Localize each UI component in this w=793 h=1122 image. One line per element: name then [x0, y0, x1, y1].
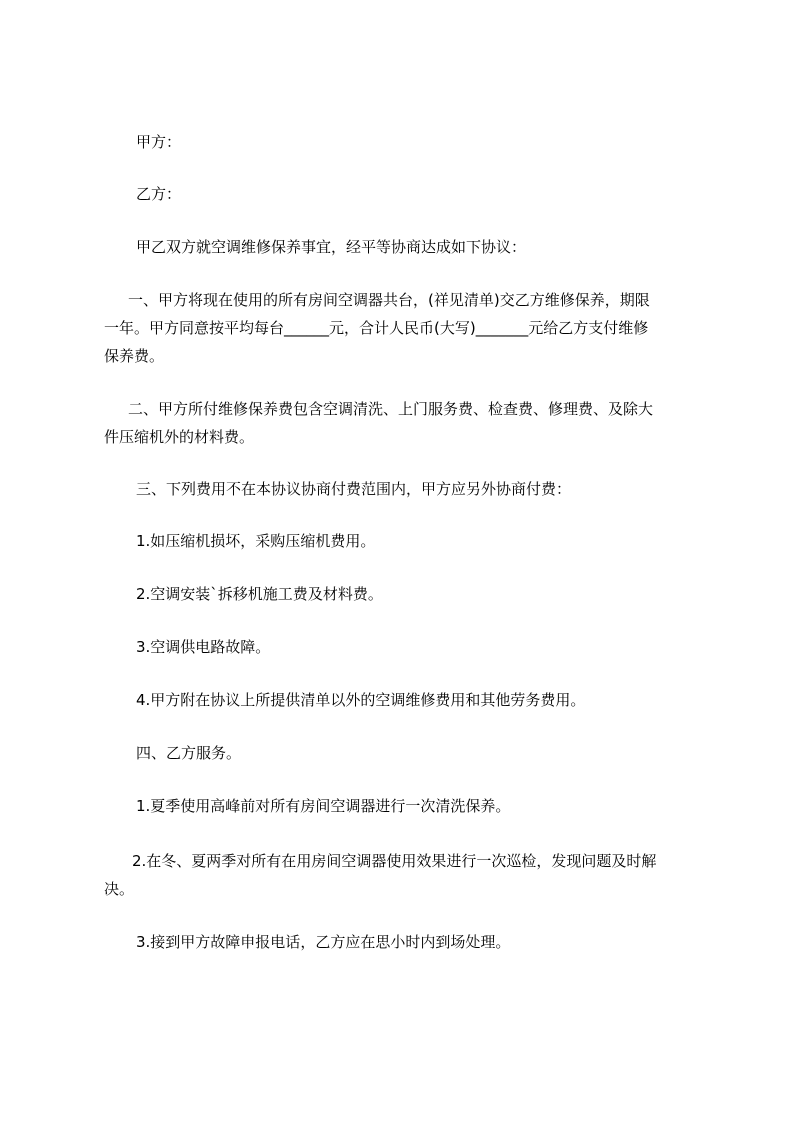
clause-4-item-1: 1.夏季使用高峰前对所有房间空调器进行一次清洗保养。: [136, 797, 511, 815]
clause-3-item: 1.如压缩机损坏，采购压缩机费用。: [136, 532, 376, 550]
clause-1-line-1: 一、甲方将现在使用的所有房间空调器共台，(祥见清单)交乙方维修保养，期限: [128, 291, 650, 309]
party-b-label: 乙方：: [136, 185, 182, 203]
clause-2-line-2: 件压缩机外的材料费。: [104, 428, 255, 446]
clause-4-item-2-line-1: 2.在冬、夏两季对所有在用房间空调器使用效果进行一次巡检，发现问题及时解: [132, 852, 657, 870]
clause-3-heading: 三、下列费用不在本协议协商付费范围内，甲方应另外协商付费：: [136, 480, 572, 498]
intro-paragraph: 甲乙双方就空调维修保养事宜，经平等协商达成如下协议：: [136, 238, 527, 256]
clause-2-line-1: 二、甲方所付维修保养费包含空调清洗、上门服务费、检查费、修理费、及除大: [128, 400, 654, 418]
clause-1-line-2: 一年。甲方同意按平均每台______元，合计人民币(大写)_______元给乙方支付维修: [104, 319, 649, 337]
clause-4-item-2-line-2: 决。: [104, 880, 135, 898]
party-a-label: 甲方：: [136, 133, 182, 151]
clause-1-line-3: 保养费。: [104, 347, 165, 365]
clause-3-item: 4.甲方附在协议上所提供清单以外的空调维修费用和其他劳务费用。: [136, 691, 586, 709]
clause-3-item: 3.空调供电路故障。: [136, 638, 271, 656]
clause-4-item-3: 3.接到甲方故障申报电话，乙方应在思小时内到场处理。: [136, 933, 511, 951]
clause-4-heading: 四、乙方服务。: [136, 744, 242, 762]
clause-3-item: 2.空调安装`拆移机施工费及材料费。: [136, 585, 383, 603]
